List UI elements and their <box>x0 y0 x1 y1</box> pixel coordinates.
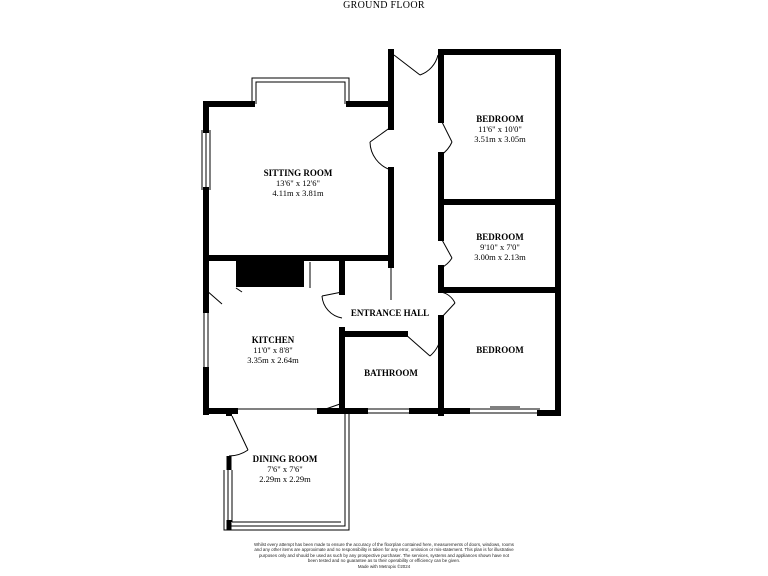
metropix-credit: Made with Metropix ©2024 <box>357 563 411 569</box>
bathroom-name: BATHROOM <box>364 368 418 378</box>
fireplace <box>236 261 304 287</box>
entrance-hall-label <box>351 308 429 318</box>
kitchen-metric: 3.35m x 2.64m <box>247 355 299 365</box>
disclaimer <box>254 542 514 569</box>
bedroom-1-imperial: 11'6" x 10'0" <box>478 124 522 134</box>
bedroom-2-imperial: 9'10" x 7'0" <box>480 242 520 252</box>
bathroom-label <box>364 368 418 378</box>
dining-post-left <box>226 408 232 416</box>
sitting-room-name: SITTING ROOM <box>263 168 333 178</box>
sitting-room-metric: 4.11m x 3.81m <box>272 188 324 198</box>
sitting-room-top-left-wall <box>206 104 252 130</box>
bedroom-1-label <box>474 114 525 144</box>
disclaimer-text: Whilst every attempt has been made to ensure the accuracy of the floorplan contained here, measurements of doors, windows, rooms and any other items are approximate and no responsibility is taken for any error, omission or mis-statement. This plan is for illustrative purposes only and should be used as such by any prospective purchaser. The services, systems and appliances shown have not been tested and no guarantee as to their operability or efficiency can be given. <box>254 542 514 564</box>
sitting-room-label <box>264 168 333 198</box>
kitchen-name: KITCHEN <box>251 335 295 345</box>
bedroom-1-name: BEDROOM <box>476 114 524 124</box>
bedroom-2-metric: 3.00m x 2.13m <box>474 252 526 262</box>
bedroom-2-label <box>474 232 525 262</box>
entrance-hall-name: ENTRANCE HALL <box>350 308 430 318</box>
bedroom-3-label <box>476 345 524 355</box>
bedroom-2-name: BEDROOM <box>476 232 524 242</box>
kitchen-imperial: 11'0" x 8'8" <box>253 345 293 355</box>
bedroom-3-name: BEDROOM <box>476 345 524 355</box>
floor-title: GROUND FLOOR <box>343 0 425 11</box>
dining-room-metric: 2.29m x 2.29m <box>259 474 311 484</box>
dining-room-imperial: 7'6" x 7'6" <box>267 464 303 474</box>
dining-room-name: DINING ROOM <box>252 454 318 464</box>
sitting-room-imperial: 13'6" x 12'6" <box>275 178 321 188</box>
bedroom-1-metric: 3.51m x 3.05m <box>474 134 526 144</box>
dining-room-label <box>253 454 318 484</box>
kitchen-label <box>247 335 298 365</box>
